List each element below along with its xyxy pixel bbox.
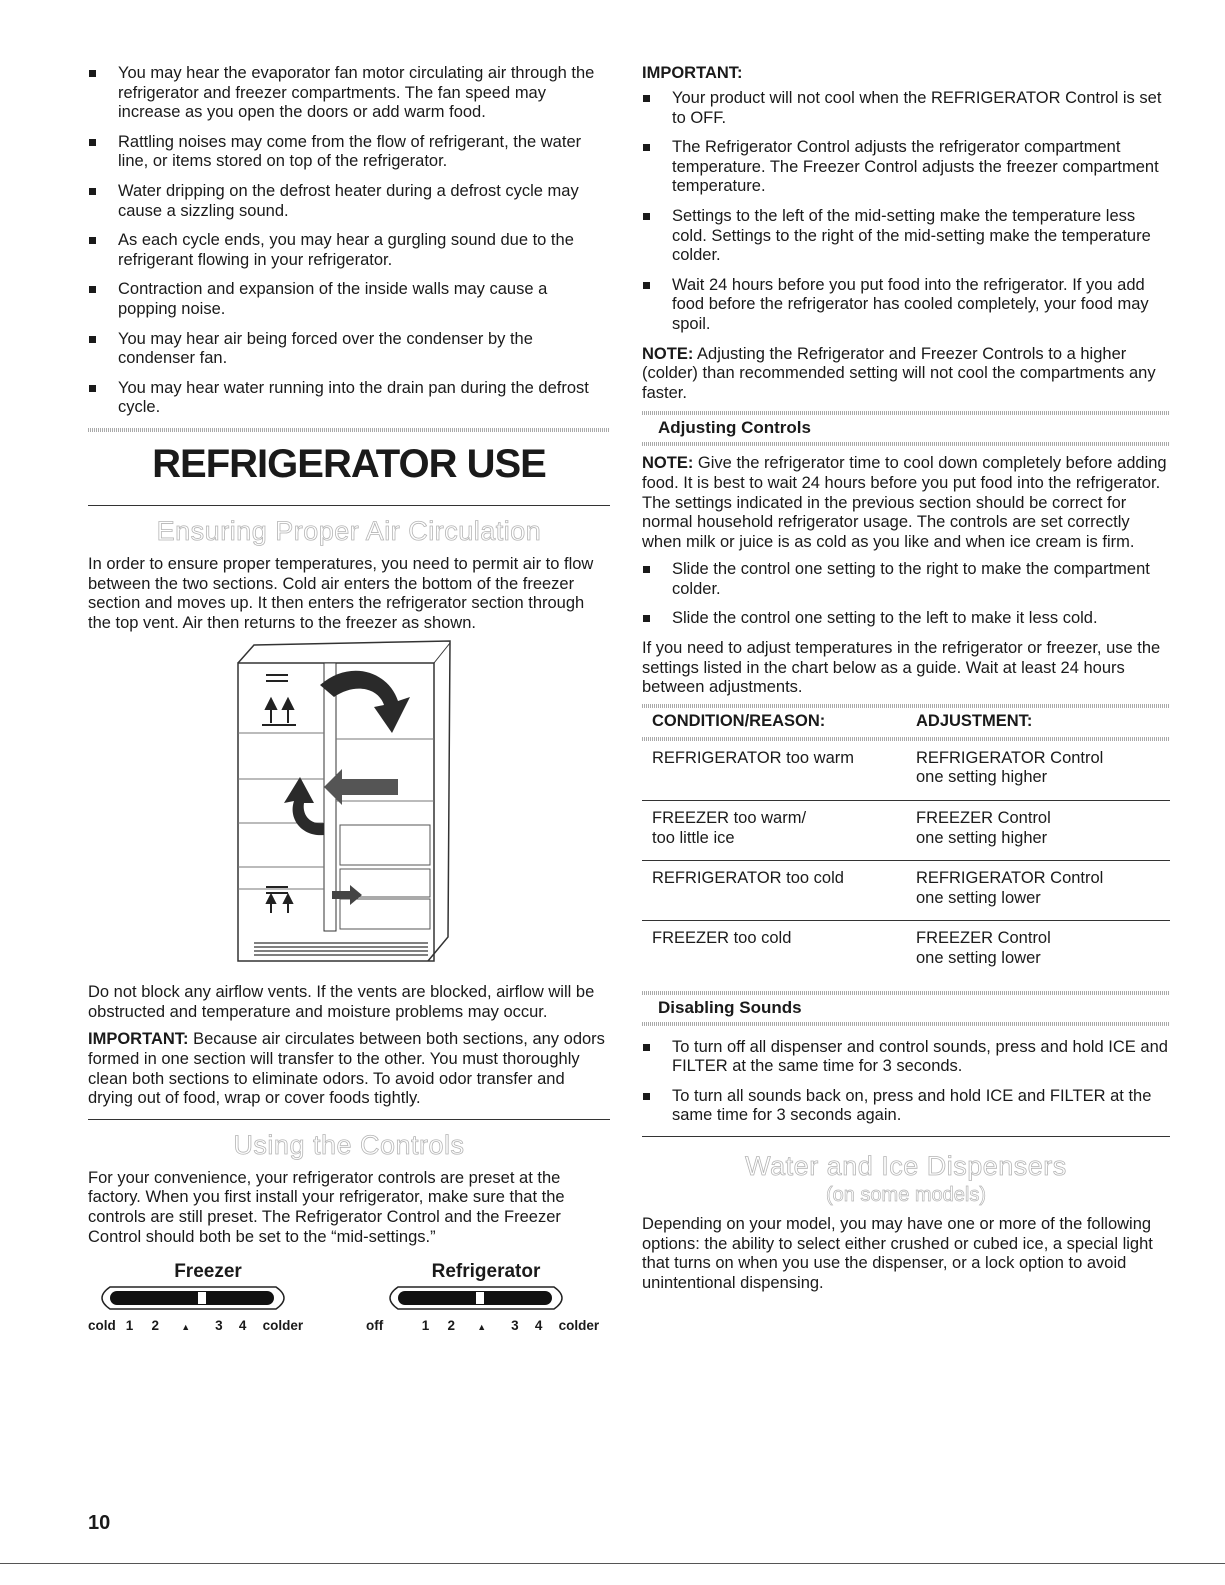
dotted-divider [642,991,1170,995]
list-item: The Refrigerator Control adjusts the refrigerator compartment temperature. The Freezer Control adjusts the freezer compartment temperature. [642,138,1170,197]
list-item: Slide the control one setting to the right to make the compartment colder. [642,560,1170,599]
refrigerator-control [366,1261,606,1333]
table-cell: REFRIGERATOR too cold [642,861,906,921]
using-controls-heading: Using the Controls [233,1129,465,1160]
note-paragraph [642,345,1170,404]
important-heading: IMPORTANT: [642,64,743,82]
refrigerator-label: Refrigerator [431,1261,541,1283]
divider [88,1119,610,1120]
scale-label: ▲ [477,1322,487,1333]
table-row [642,921,1170,981]
freezer-slider [88,1283,328,1313]
list-item: You may hear the evaporator fan motor circulating air through the refrigerator and freezer compartments. The fan speed may increase as you open the doors or add warm food. [88,64,610,123]
important-text: Because air circulates between both sections, any odors formed in one section will transfer to the other. You must thoroughly clean both sections to eliminate odors. To avoid odor transfer and drying out of food, wrap or cover foods tightly. [88,1030,605,1108]
adjusting-after: If you need to adjust temperatures in the refrigerator or freezer, use the settings listed in the chart below as a guide. Wait at least 24 hours between adjustments. [642,639,1161,697]
list-item: Rattling noises may come from the flow of refrigerant, the water line, or items stored on top of the refrigerator. [88,133,610,172]
note-text: Give the refrigerator time to cool down completely before adding food. It is best to wait 24 hours before you put food into the refrigerator. The settings indicated in the previous section should be correct for normal household refrigerator usage. The controls are set correctly when milk or juice is as cold as you like and when ice cream is firm. [642,454,1167,551]
freezer-label: Freezer [174,1261,242,1283]
scale-label: 3 [511,1318,519,1334]
table-cell: FREEZER too cold [652,929,792,948]
freezer-control [88,1261,328,1333]
refrigerator-slider [366,1283,606,1313]
list-item: Water dripping on the defrost heater during a defrost cycle may cause a sizzling sound. [88,182,610,221]
divider [88,505,610,506]
dispensers-subheading: (on some models) [825,1183,987,1206]
table-row [642,801,1170,861]
important-paragraph [88,1030,610,1108]
page-bottom-line [0,1563,1225,1564]
refrigerator-scale [366,1318,606,1333]
table-cell: REFRIGERATOR too warm [642,741,906,801]
dotted-divider [642,704,1170,708]
column-header: ADJUSTMENT: [916,711,1033,730]
dotted-divider [642,1022,1170,1026]
scale-label: off [366,1318,384,1334]
list-item: To turn off all dispenser and control sounds, press and hold ICE and FILTER at the same time for 3 seconds. [642,1038,1170,1077]
control-sliders [88,1261,610,1351]
list-item: As each cycle ends, you may hear a gurgling sound due to the refrigerant flowing in your refrigerator. [88,231,610,270]
table-cell: FREEZER Control one setting lower [916,929,1051,967]
list-item: You may hear air being forced over the condenser by the condenser fan. [88,330,610,369]
scale-label: colder [262,1318,304,1334]
column-header: CONDITION/REASON: [652,711,826,730]
dotted-divider [642,442,1170,446]
table-cell: REFRIGERATOR Control one setting lower [906,861,1170,921]
list-item: Wait 24 hours before you put food into the refrigerator. If you add food before the refrigerator has cooled completely, your food may spoil. [642,276,1170,335]
scale-label: 2 [447,1318,456,1334]
adjustment-table [642,708,1170,981]
scale-label: 1 [421,1318,430,1334]
table-cell: REFRIGERATOR Control one setting higher [906,741,1170,801]
noises-list [88,64,610,418]
scale-label: 1 [125,1318,134,1334]
divider [642,1136,1170,1137]
scale-label: 2 [151,1318,160,1334]
table-cell: FREEZER too warm/ too little ice [642,801,906,861]
adjusting-note [642,454,1170,552]
adjusting-list [642,560,1170,629]
dispensers-heading: Water and Ice Dispensers [745,1150,1067,1181]
note-label: NOTE: [642,344,694,363]
air-circulation-heading: Ensuring Proper Air Circulation [156,515,542,546]
important-label: IMPORTANT: [88,1030,189,1049]
scale-label: cold [88,1318,116,1334]
freezer-scale [88,1318,328,1333]
note-text: Adjusting the Refrigerator and Freezer Controls to a higher (colder) than recommended setting will not cool the compartments any faster. [642,344,1156,402]
list-item: You may hear water running into the drain pan during the defrost cycle. [88,379,610,418]
table-cell: FREEZER Control one setting higher [906,801,1170,861]
list-item: Contraction and expansion of the inside walls may cause a popping noise. [88,280,610,319]
right-column [642,64,1170,1293]
section-title: REFRIGERATOR USE [152,441,546,486]
page-number: 10 [88,1512,111,1534]
airflow-diagram [88,637,610,977]
table-row [642,861,1170,921]
airflow-warning: Do not block any airflow vents. If the vents are blocked, airflow will be obstructed and temperature and moisture problems may occur. [88,983,595,1021]
dispensers-text: Depending on your model, you may have one or more of the following options: the ability to select either crushed or cubed ice, a special light that turns on when you use the dispenser, or a lock option to avoid unintentional dispensing. [642,1214,1153,1292]
list-item: To turn all sounds back on, press and hold ICE and FILTER at the same time for 3 seconds again. [642,1087,1170,1126]
adjusting-heading: Adjusting Controls [658,418,811,438]
scale-label: 3 [215,1318,223,1334]
table-row [642,741,1170,801]
disabling-heading: Disabling Sounds [658,997,802,1017]
note-label: NOTE: [642,454,694,473]
air-circulation-intro: In order to ensure proper temperatures, you need to permit air to flow between the two sections. Cold air enters the bottom of the freezer section and moves up. It then enters the refrigerator section through the top vent. Air then returns to the freezer as shown. [88,554,594,632]
scale-label: ▲ [181,1322,191,1333]
dotted-divider [642,411,1170,415]
scale-label: 4 [534,1318,543,1334]
list-item: Slide the control one setting to the left to make it less cold. [642,609,1170,629]
list-item: Settings to the left of the mid-setting make the temperature less cold. Settings to the right of the mid-setting make the temperature colder. [642,207,1170,266]
list-item: Your product will not cool when the REFRIGERATOR Control is set to OFF. [642,89,1170,128]
left-column [88,64,610,1351]
disabling-list [642,1038,1170,1126]
dotted-divider [88,428,610,432]
using-controls-intro: For your convenience, your refrigerator controls are preset at the factory. When you first install your refrigerator, make sure that the controls are still preset. The Refrigerator Control and the Freezer Control should both be set to the “mid-settings.” [88,1168,565,1246]
scale-label: colder [558,1318,600,1334]
scale-label: 4 [238,1318,247,1334]
important-list [642,89,1170,335]
